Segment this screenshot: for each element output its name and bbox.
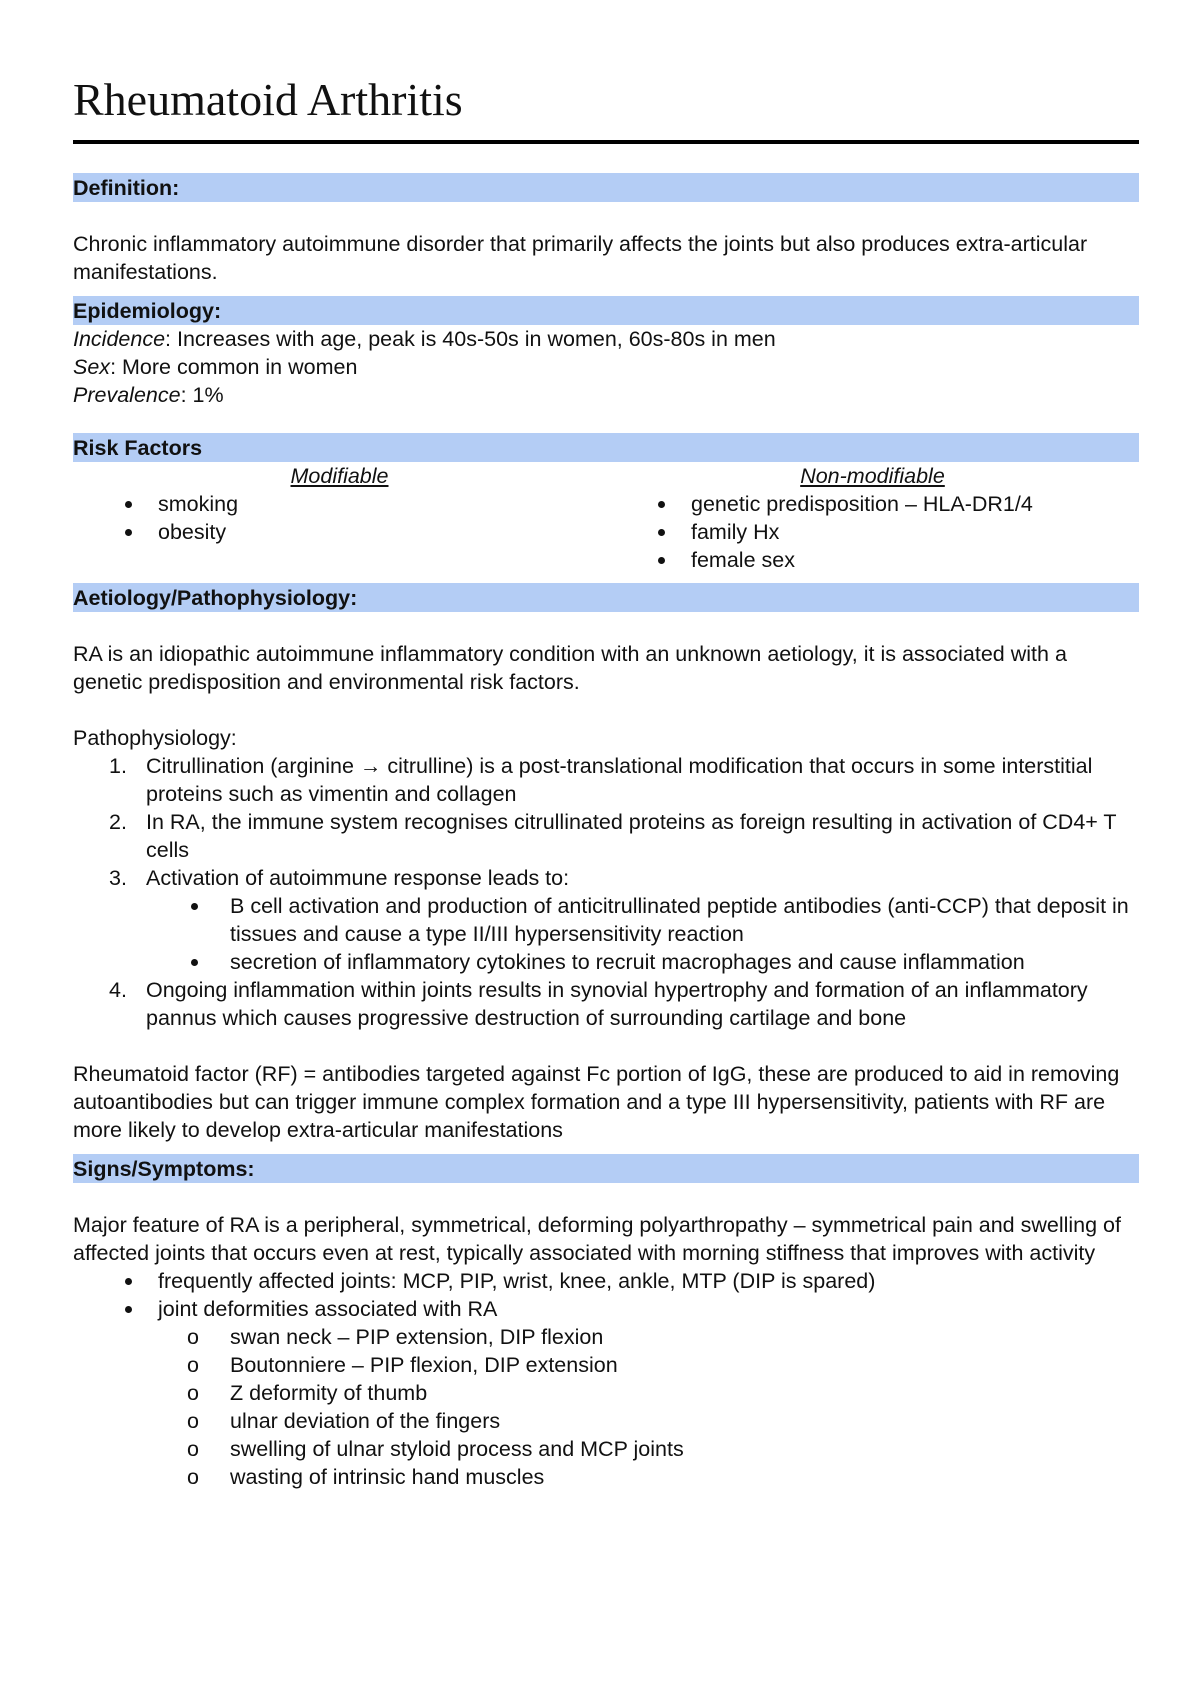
list-item: o wasting of intrinsic hand muscles [187, 1465, 545, 1489]
section-heading-definition: Definition: [73, 173, 1139, 202]
list-item: frequently affected joints: MCP, PIP, wrist, knee, ankle, MTP (DIP is spared) [73, 1267, 1139, 1295]
rheumatoid-factor-text: Rheumatoid factor (RF) = antibodies targeted against Fc portion of IgG, these are produced to aid in removing autoantibodies but can trigger immune complex formation and a type III hypersensitivity, patients with RF are more likely to develop extra-articular manifestations [73, 1062, 1120, 1142]
list-item: family Hx [606, 518, 1139, 546]
numbered-item: 2. In RA, the immune system recognises citrullinated proteins as foreign resulting in activation of CD4+ T cells [109, 810, 1117, 862]
circle-bullet-icon: o [187, 1465, 199, 1489]
epidemiology-item: Incidence: Increases with age, peak is 40s-50s in women, 60s-80s in men [73, 327, 776, 351]
epidemiology-list [73, 325, 1139, 409]
pathophysiology-steps [73, 752, 1139, 1032]
list-item: female sex [606, 546, 1139, 574]
list-item: o swan neck – PIP extension, DIP flexion [187, 1325, 604, 1349]
section-heading-epidemiology: Epidemiology: [73, 296, 1139, 325]
circle-bullet-icon: o [187, 1353, 199, 1377]
non-modifiable-title: Non-modifiable [800, 464, 945, 488]
section-heading-signs: Signs/Symptoms: [73, 1154, 1139, 1183]
deformity-list [73, 1323, 1139, 1491]
list-item: secretion of inflammatory cytokines to recruit macrophages and cause inflammation [73, 948, 1139, 976]
numbered-item: 4. Ongoing inflammation within joints results in synovial hypertrophy and formation of an inflammatory pannus which causes progressive destruction of surrounding cartilage and bone [109, 978, 1088, 1030]
bullet-icon [125, 1306, 132, 1313]
bullet-icon [125, 501, 132, 508]
risk-factor-columns [73, 462, 1139, 574]
bullet-icon [125, 1278, 132, 1285]
modifiable-column [73, 462, 606, 574]
list-item: joint deformities associated with RA [73, 1295, 1139, 1323]
modifiable-title: Modifiable [290, 464, 389, 488]
list-item: o Z deformity of thumb [187, 1381, 428, 1405]
list-item: obesity [73, 518, 606, 546]
non-modifiable-column [606, 462, 1139, 574]
bullet-icon [658, 501, 665, 508]
numbered-item: 3. Activation of autoimmune response leads to: [109, 866, 570, 890]
list-item: genetic predisposition – HLA-DR1/4 [606, 490, 1139, 518]
section-heading-aetiology: Aetiology/Pathophysiology: [73, 583, 1139, 612]
definition-text: Chronic inflammatory autoimmune disorder that primarily affects the joints but also produces extra-articular manifestations. [73, 232, 1088, 284]
list-item: B cell activation and production of anticitrullinated peptide antibodies (anti-CCP) that deposit in tissues and cause a type II/III hypersensitivity reaction [73, 892, 1139, 948]
list-item: o ulnar deviation of the fingers [187, 1409, 501, 1433]
numbered-item: 1. Citrullination (arginine → citrulline) is a post-translational modification that occurs in some interstitial proteins such as vimentin and collagen [109, 754, 1093, 806]
epidemiology-item: Sex: More common in women [73, 355, 358, 379]
epidemiology-item: Prevalence: 1% [73, 383, 224, 407]
circle-bullet-icon: o [187, 1381, 199, 1405]
list-item: smoking [73, 490, 606, 518]
circle-bullet-icon: o [187, 1325, 199, 1349]
section-heading-risk-factors: Risk Factors [73, 433, 1139, 462]
list-item: o swelling of ulnar styloid process and MCP joints [187, 1437, 684, 1461]
bullet-icon [191, 903, 198, 910]
bullet-icon [125, 529, 132, 536]
bullet-icon [658, 557, 665, 564]
list-item: o Boutonniere – PIP flexion, DIP extension [187, 1353, 618, 1377]
pathophysiology-label: Pathophysiology: [73, 726, 237, 750]
aetiology-intro: RA is an idiopathic autoimmune inflammatory condition with an unknown aetiology, it is associated with a genetic predisposition and environmental risk factors. [73, 642, 1067, 694]
bullet-icon [658, 529, 665, 536]
document-content [73, 72, 1139, 1491]
circle-bullet-icon: o [187, 1437, 199, 1461]
bullet-icon [191, 959, 198, 966]
circle-bullet-icon: o [187, 1409, 199, 1433]
signs-intro: Major feature of RA is a peripheral, symmetrical, deforming polyarthropathy – symmetrical pain and swelling of affected joints that occurs even at rest, typically associated with morning stiffness that improves with activity [73, 1213, 1121, 1265]
page-title: Rheumatoid Arthritis [73, 74, 463, 125]
